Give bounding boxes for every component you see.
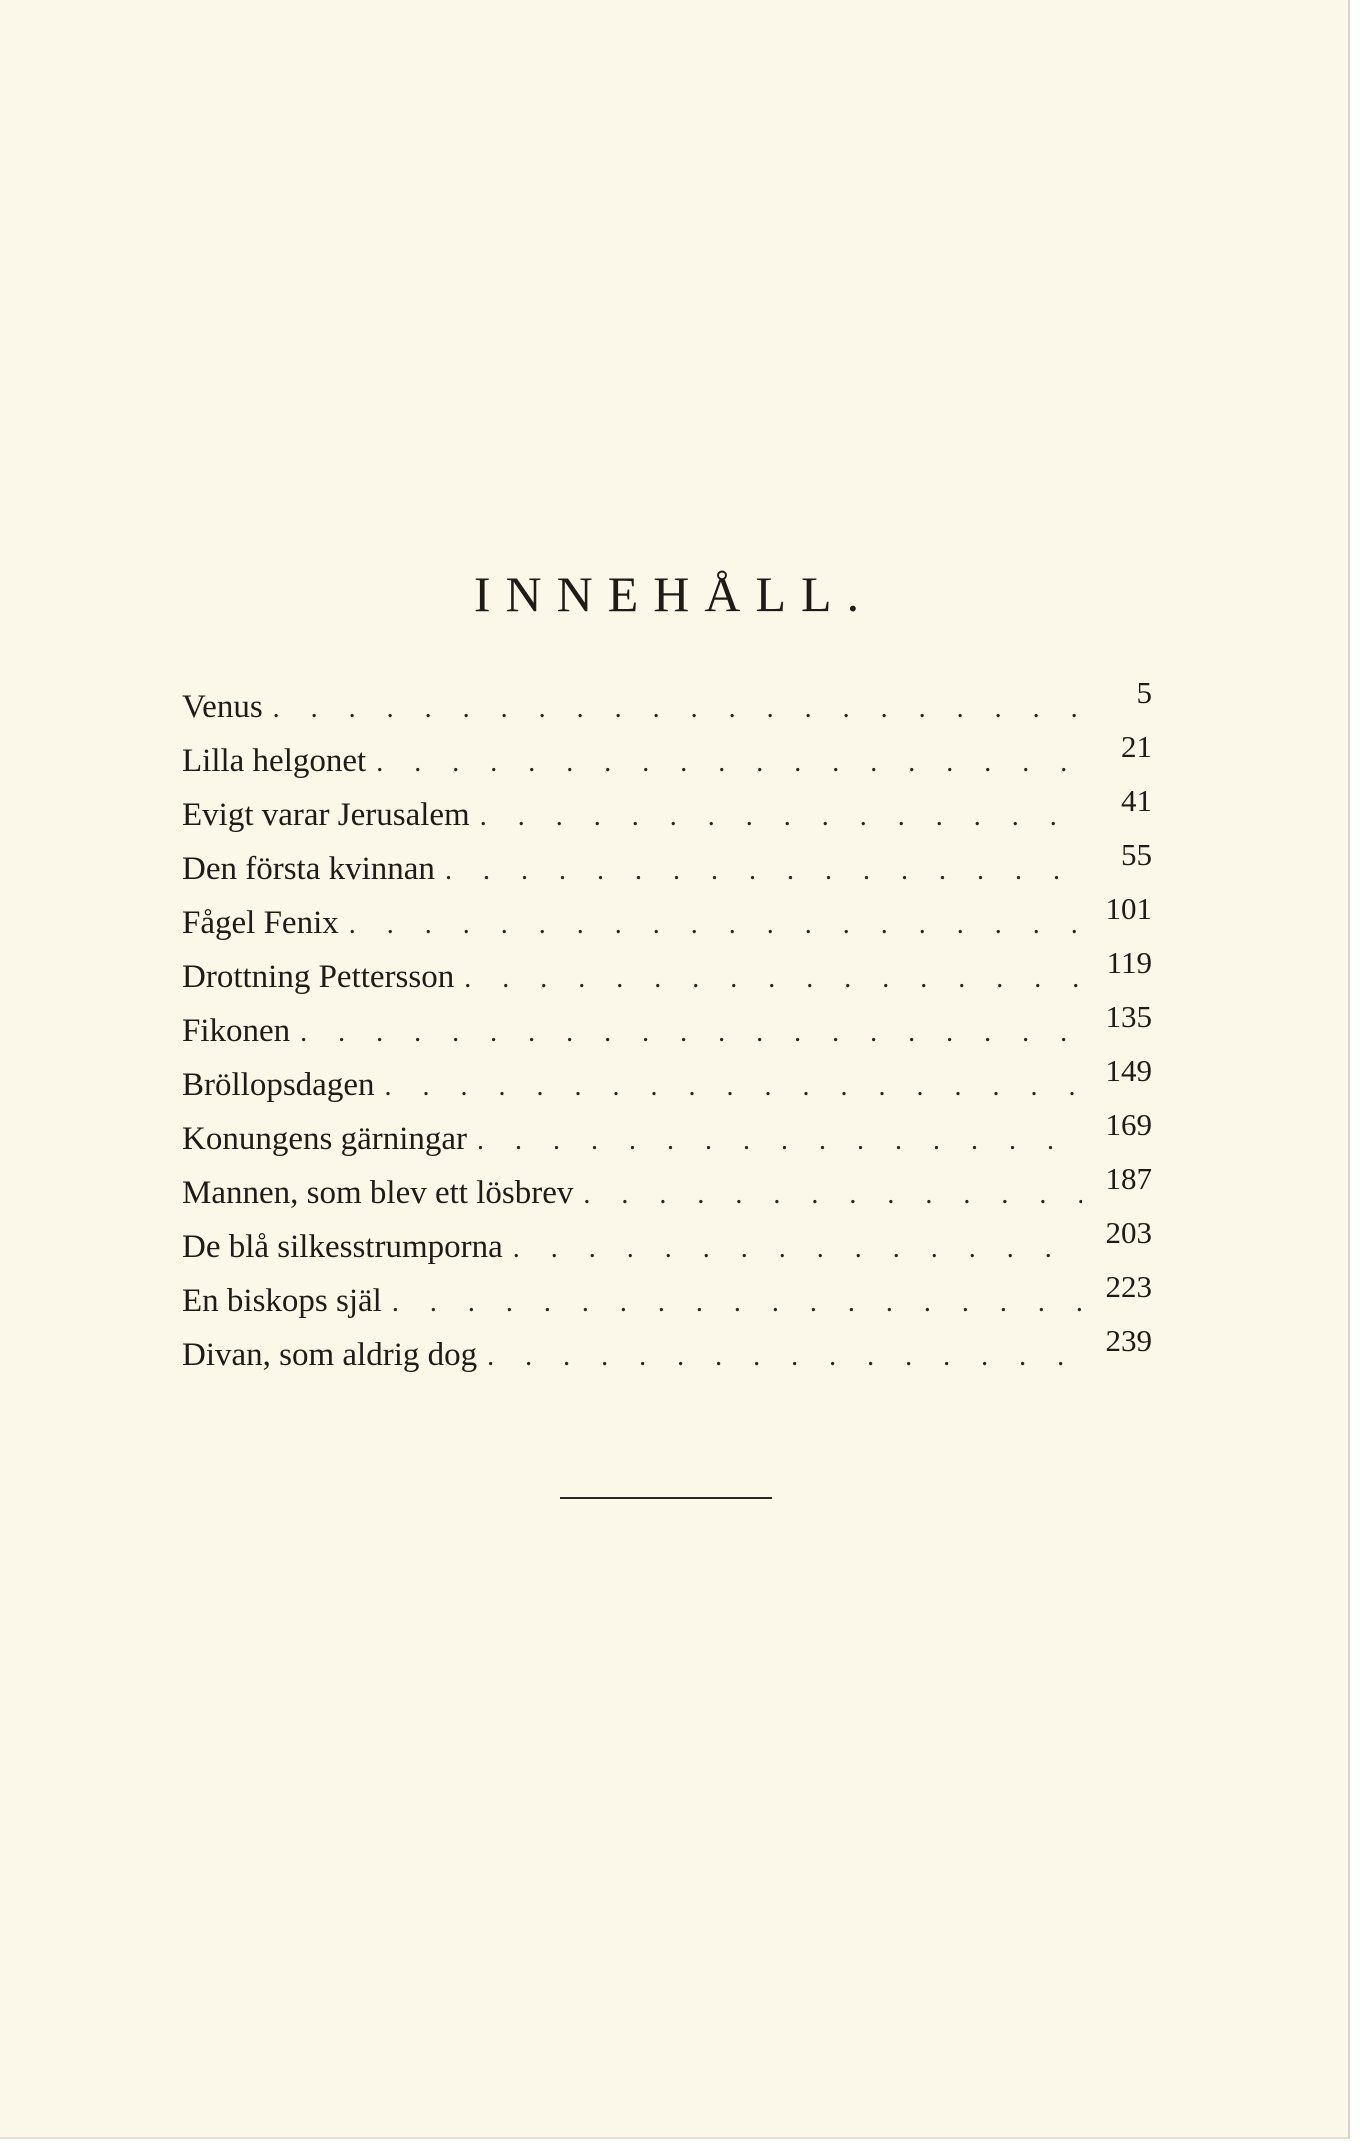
dot-leader: [300, 1006, 1082, 1060]
toc-entry-divan-som-aldrig-dog: [182, 1323, 1152, 1382]
dot-leader: [480, 790, 1082, 844]
dot-leader: [464, 952, 1082, 1006]
dot-leader: [513, 1222, 1082, 1276]
toc-entry-mannen-som-blev-ett-losbrev: [182, 1161, 1152, 1220]
toc-page-number: 187: [1105, 1161, 1152, 1196]
toc-entry-title: Fågel Fenix: [182, 905, 339, 941]
dot-leader: [392, 1276, 1082, 1330]
toc-entry-title: Lilla helgonet: [182, 743, 367, 779]
toc-entry-venus: [182, 675, 1152, 734]
toc-entry-title: Drottning Pettersson: [182, 959, 455, 995]
dot-leader: [384, 1060, 1082, 1114]
toc-page-number: 21: [1121, 729, 1152, 764]
toc-page-number: 5: [1136, 675, 1152, 710]
page-title: INNEHÅLL.: [473, 566, 875, 622]
toc-entry-fikonen: [182, 999, 1152, 1058]
dot-leader: [376, 736, 1082, 790]
toc-entry-title: Konungens gärningar: [182, 1121, 468, 1157]
dot-leader: [349, 898, 1082, 952]
dot-leader: [273, 682, 1082, 736]
toc-page-number: 119: [1106, 945, 1152, 980]
toc-page-number: 239: [1105, 1323, 1152, 1358]
toc-entry-title: En biskops själ: [182, 1283, 382, 1319]
toc-entry-title: Evigt varar Jerusalem: [182, 797, 470, 833]
toc-entry-en-biskops-sjal: [182, 1269, 1152, 1328]
toc-page-number: 101: [1105, 891, 1152, 926]
closing-rule: [560, 1497, 772, 1499]
toc-page-number: 223: [1105, 1269, 1152, 1304]
toc-entry-lilla-helgonet: [182, 729, 1152, 788]
toc-page-number: 135: [1105, 999, 1152, 1034]
dot-leader: [445, 844, 1082, 898]
toc-entry-konungens-garningar: [182, 1107, 1152, 1166]
table-of-contents: [182, 675, 1152, 1382]
dot-leader: [487, 1330, 1082, 1384]
toc-page-number: 41: [1121, 783, 1152, 818]
toc-entry-title: Den första kvinnan: [182, 851, 435, 887]
toc-entry-den-forsta-kvinnan: [182, 837, 1152, 896]
toc-page-number: 203: [1105, 1215, 1152, 1250]
dot-leader: [583, 1168, 1082, 1222]
toc-page-number: 169: [1105, 1107, 1152, 1142]
toc-entry-drottning-pettersson: [182, 945, 1152, 1004]
toc-entry-brollopsdagen: [182, 1053, 1152, 1112]
toc-entry-title: Divan, som aldrig dog: [182, 1337, 478, 1373]
toc-entry-title: Mannen, som blev ett lösbrev: [182, 1175, 574, 1211]
toc-page-number: 55: [1121, 837, 1152, 872]
toc-entry-title: Bröllopsdagen: [182, 1067, 375, 1103]
toc-entry-title: Fikonen: [182, 1013, 291, 1049]
toc-entry-evigt-varar-jerusalem: [182, 783, 1152, 842]
dot-leader: [477, 1114, 1082, 1168]
toc-entry-title: Venus: [182, 689, 263, 725]
toc-entry-de-bla-silkesstrumporna: [182, 1215, 1152, 1274]
toc-entry-title: De blå silkesstrumporna: [182, 1229, 503, 1265]
toc-page-number: 149: [1105, 1053, 1152, 1088]
toc-entry-fagel-fenix: [182, 891, 1152, 950]
